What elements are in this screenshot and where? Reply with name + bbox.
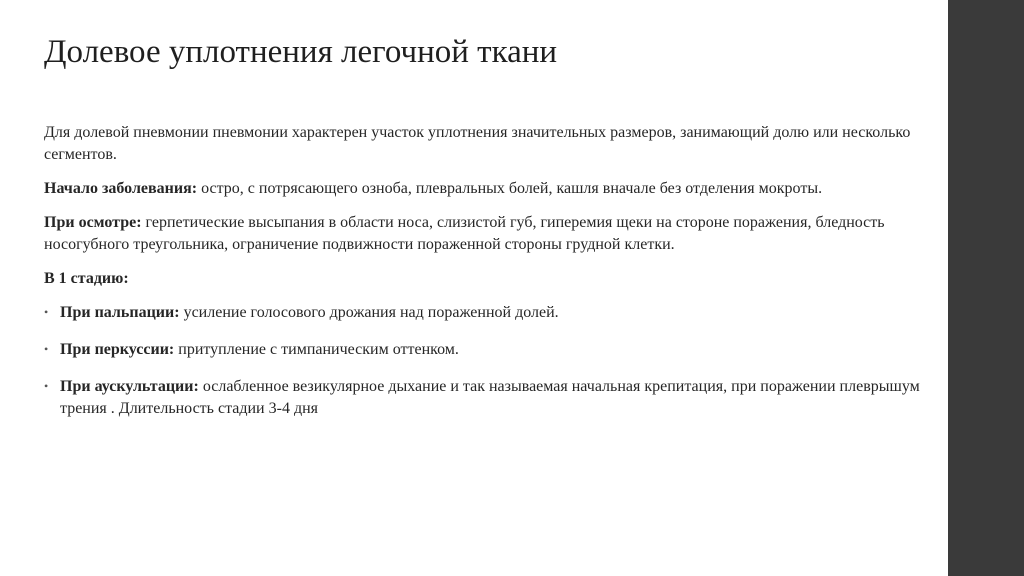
onset-label: Начало заболевания: bbox=[44, 180, 198, 197]
exam-label: При осмотре: bbox=[44, 214, 142, 231]
exam-text: герпетические высыпания в области носа, слизистой губ, гиперемия щеки на стороне поражения, бледность носогубного треугольника, ограничение подвижности пораженной стороны грудной клетки. bbox=[44, 214, 885, 253]
right-sidebar-bar bbox=[948, 0, 1024, 576]
auscultation-label: При аускультации: bbox=[60, 378, 199, 395]
slide-title: Долевое уплотнения легочной ткани bbox=[44, 34, 558, 70]
findings-list bbox=[44, 302, 924, 420]
onset-paragraph bbox=[44, 178, 924, 200]
bullet-icon: • bbox=[44, 305, 49, 319]
bullet-icon: • bbox=[44, 379, 49, 393]
palpation-label: При пальпации: bbox=[60, 304, 180, 321]
percussion-text: притупление с тимпаническим оттенком. bbox=[174, 341, 459, 358]
bullet-icon: • bbox=[44, 342, 49, 356]
stage-heading-label: В 1 стадию: bbox=[44, 270, 129, 287]
percussion-label: При перкуссии: bbox=[60, 341, 175, 358]
slide-body bbox=[44, 122, 924, 435]
intro-paragraph: Для долевой пневмонии пневмонии характерен участок уплотнения значительных размеров, занимающий долю или несколько сегментов. bbox=[44, 124, 911, 163]
onset-text: остро, с потрясающего озноба, плевральных болей, кашля вначале без отделения мокроты. bbox=[197, 180, 823, 197]
exam-paragraph bbox=[44, 212, 924, 256]
list-item bbox=[44, 339, 924, 361]
auscultation-text: ослабленное везикулярное дыхание и так называемая начальная крепитация, при поражении плеврышум трения . Длительность стадии 3-4 дня bbox=[60, 378, 920, 417]
list-item bbox=[44, 376, 924, 420]
palpation-text: усиление голосового дрожания над пораженной долей. bbox=[179, 304, 559, 321]
list-item bbox=[44, 302, 924, 324]
stage-heading bbox=[44, 268, 924, 290]
